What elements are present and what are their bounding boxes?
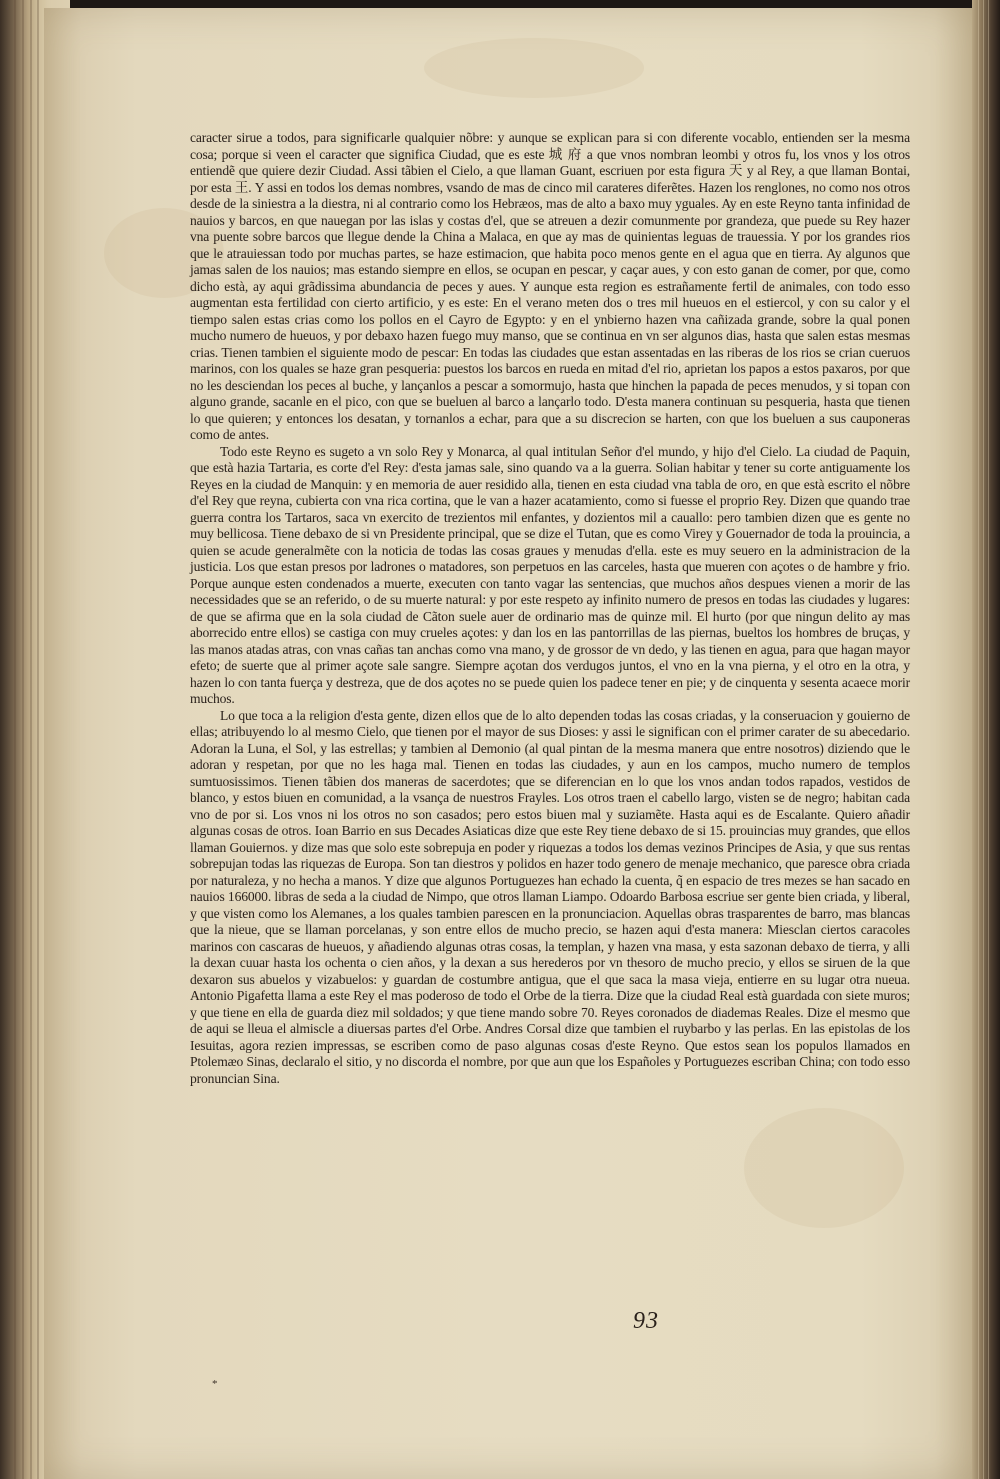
body-text [190, 130, 910, 1087]
page-number: 93 [633, 1308, 659, 1334]
page-stack-line [978, 0, 979, 1479]
paper-stain [424, 38, 644, 98]
page-stack-line [37, 0, 39, 1479]
paragraph-king-and-justice: Todo este Reyno es sugeto a vn solo Rey y Monarca, al qual intitulan Señor d'el mundo, y hijo d'el Cielo. La ciudad de Paquin, que està hazia Tartaria, es corte d'el Rey: d'esta jamas sale, sino quando va a la guerra. Solian habitar y tener su corte antiguamente los Reyes en la ciudad de Manquin: y en memoria de auer residido alla, tienen en esta ciudad vna tabla de oro, en que està escrito el nõbre d'el Rey que reyna, cubierta con vna rica cortina, que le van a hazer acatamiento, como si fuesse el proprio Rey. Dizen que quando trae guerra contra los Tartaros, saca vn exercito de trezientos mil enfantes, y dozientos mil a cauallo: pero tambien dizen que es gente no muy bellicosa. Tiene debaxo de si vn Presidente principal, que se dize el Tutan, que es como Virey y Gouernador de toda la prouincia, a quien se acude generalmẽte con la noticia de todas las cosas graues y menudas d'ella. este es muy seuero en la administracion de la justicia. Los que estan presos por ladrones o matadores, son perpetuos en las carceles, hasta que mueren con açotes o de hambre y frio. Porque aunque esten condenados a muerte, executen con tanto vagar las sentencias, que muchos años despues vienen a morir de las necessidades que se an referido, o de su muerte natural: y por este respeto ay infinito numero de presos en todas las ciudades y lugares: de que se afirma que en la sola ciudad de Cãton suele auer de ordinario mas de quinze mil. El hurto (por que ningun delito ay mas aborrecido entre ellos) se castiga con muy crueles açotes: y dan los en las pantorrillas de las piernas, bueltos los hombres de bruças, y las manos atadas atras, con vnas cañas tan anchas como vna mano, y de grossor de vn dedo, y las tienen en agua, para que hagan mayor efeto; de suerte que al primer açote sale sangre. Siempre açotan dos verdugos juntos, el vno en la vna pierna, y el otro en la otra, y hazen lo con tanta fuerça y destreza, que de dos açotes no se puede quien los padece tener en pie; y de cinquenta y sesenta acaece morir muchos. [190, 443, 910, 706]
paragraph-writing-and-fishing: caracter sirue a todos, para significarle qualquier nõbre: y aunque se explican para si con diferente vocablo, entienden ser la mesma cosa; porque si veen el caracter que significa Ciudad, que es este 城 府 a que vnos nombran leombi y otros fu, los vnos y los otros entiendẽ que quiere dezir Ciudad. Assi tãbien el Cielo, a que llaman Guant, escriuen por esta figura 天 y al Rey, a que llaman Bontai, por esta 王. Y assi en todos los demas nombres, vsando de mas de cinco mil carateres diferẽtes. Hazen los renglones, no como nos otros desde de la siniestra a la diestra, ni al contrario como los Hebræos, mas de alto a baxo muy yguales. Ay en este Reyno tanta infinidad de nauios y barcos, en que nauegan por las islas y costas d'el, que se atreuen a dezir comunmente por grandeza, que puede su Rey hazer vna puente sobre barcos que llegue dende la China a Malaca, en que ay mas de quinientas leguas de trauessia. Y por los grandes rios que le atrauiessan todo por muchas partes, se haze estimacion, que habita poco menos gente en el agua que en tierra. Ay algunos que jamas salen de los nauios; mas estando siempre en ellos, se ocupan en pescar, y caçar aues, y con esto ganan de comer, por que, como dicho està, ay aqui grãdissima abundancia de peces y aues. Y aunque esta region es estrañamente fertil de animales, con todo esso augmentan esta fertilidad con cierto artificio, y es este: En el verano meten dos o tres mil hueuos en el estiercol, y con su calor y el tiempo salen estas crias como los pollos en el Cayro de Egypto: y en el ynbierno hazen vna cañizada grande, sobre la qual ponen mucho numero de hueuos, y por debaxo hazen fuego muy manso, que se continua en vn ser algunos dias, hasta que salen estas mesmas crias. Tienen tambien el siguiente modo de pescar: En todas las ciudades que estan assentadas en las riberas de los rios se crian cueruos marinos, con los quales se haze gran pesqueria: puestos los barcos en rueda en mitad d'el rio, aprietan los papos a estos paxaros, por que no les desciendan los peces al buche, y lançanlos a pescar a somormujo, hasta que hinchen la papada de peces menudos, y si topan con alguno grande, sacanle en el pico, con que se bueluen al barco a lançarlo todo. D'esta manera continuan su pesqueria, hasta que tienen lo que quieren; y entonces los desatan, y tornanlos a echar, para que a su discrecion se harten, con que los bueluen a sus cauponeras como de antes. [190, 130, 910, 442]
paper-stain [744, 1108, 904, 1228]
page-stack-line [988, 0, 989, 1479]
page-stack-line [30, 0, 32, 1479]
right-page-edges [972, 0, 1000, 1479]
paragraph-religion-and-customs: Lo que toca a la religion d'esta gente, dizen ellos que de lo alto dependen todas las cosas criadas, y la conseruacion y gouierno de ellas; atribuyendo lo al mesmo Cielo, que tienen por el mayor de sus Dioses: y assi le significan con el primer carater de su abecedario. Adoran la Luna, el Sol, y las estrellas; y tambien al Demonio (al qual pintan de la mesma manera que entre nosotros) diziendo que le adoran y respetan, por que no les haga mal. Tienen en todas las ciudades, y aun en los campos, mucho numero de templos sumtuosissimos. Tienen tãbien dos maneras de sacerdotes; que se diferencian en lo que los vnos andan todos rapados, vestidos de blanco, y estos biuen en comunidad, a la vsança de nuestros Frayles. Los otros traen el cabello largo, visten se de negro; habitan cada vno de por si. Los vnos ni los otros no son casados; pero estos biuen mal y suziamẽte. Hasta aqui es de Escalante. Quiero añadir algunas cosas de otros. Ioan Barrio en sus Decades Asiaticas dize que este Rey tiene debaxo de si 15. prouincias muy grandes, que ellos llaman Gouiernos. y dize mas que solo este sobrepuja en poder y riquezas a todos los demas vezinos Principes de Asia, y que sus rentas sobrepujan todas las riquezas de Europa. Son tan diestros y polidos en hazer todo genero de menaje mechanico, que paresce obra criada por naturaleza, y no hecha a manos. Y dize que algunos Portuguezes han echado la cuenta, q̃ en espacio de tres mezes se han sacado en nauios 166000. libras de seda a la ciudad de Nimpo, que otros llaman Liampo. Odoardo Barbosa escriue ser gente bien criada, y liberal, y que visten como los Alemanes, a los quales tambien parescen en la pronunciacion. Aquellas obras trasparentes de barro, mas blancas que la nieue, que se llaman porcelanas, y son entre ellos de mucho precio, se hazen aqui d'esta manera: Miesclan ciertos caracoles marinos con cascaras de hueuos, y añadiendo algunas otras cosas, la templan, y hazen vna masa, y esta sazonan debaxo de tierra, y alli la dexan cuuar hasta los ochenta o cien años, y la dexan a sus herederos por vn thesoro de mucho precio, y ellos se siruen de la que dexaron sus abuelos y vizabuelos: y guardan de costumbre antigua, que el que saca la masa vieja, entierre en su lugar otra nueua. Antonio Pigafetta llama a este Rey el mas poderoso de todo el Orbe de la tierra. Dize que la ciudad Real està guardada con siete muros; y que tiene en ella de guarda diez mil soldados; y que tiene mando sobre 70. Reyes coronados de diademas Reales. Dize el mesmo que de aqui se lleua el almiscle a diuersas partes d'el Orbe. Andres Corsal dize que tambien el ruybarbo y las perlas. En las epistolas de los Iesuitas, agora rezien impressas, se escriben como de paso algunas cosas d'este Reyno. Que estos sean los populos llamados en Ptolemæo Sinas, declaralo el sitio, y no discorda el nombre, por que aun que los Españoles y Portuguezes escriban China; con todo esso pronuncian Sina. [190, 707, 910, 1086]
page-stack-line [22, 0, 24, 1479]
page-stack-line [983, 0, 984, 1479]
ink-mark: * [212, 1378, 218, 1390]
page-stack-line [14, 0, 16, 1479]
